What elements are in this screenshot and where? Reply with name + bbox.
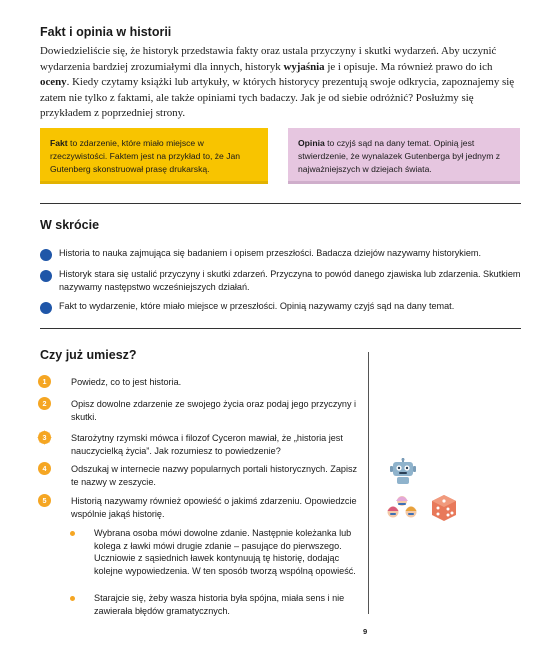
question-text: Opisz dowolne zdarzenie ze swojego życia oraz podaj jego przyczyny i skutki. xyxy=(71,399,357,422)
robot-icon xyxy=(390,458,416,489)
section-title-w-skrocie: W skrócie xyxy=(40,218,100,232)
fakt-text: to zdarzenie, które miało miejsce w rzeczywistości. Faktem jest na przykład to, że Jan Gutenberg skonstruował prasę drukarską. xyxy=(50,138,241,174)
opinia-definition-box xyxy=(288,128,520,181)
intro-text-3: . Kiedy czytamy książki lub artykuły, w których historycy prezentują swoje odkrycia, zapoznajemy się zatem nie tylko z faktami, ale także opiniami tych badaczy. Jak je od siebie odróżnić? Posłużmy się przykładem z poprzedniej strony. xyxy=(40,76,515,120)
question-number-badge: 1 xyxy=(38,375,51,388)
summary-text: Historia to nauka zajmująca się badaniem i opisem przeszłości. Badacza dziejów nazywamy historykiem. xyxy=(59,248,482,258)
bullet-dot-icon xyxy=(40,249,52,261)
question-number: 3 xyxy=(42,433,47,442)
dice-icon xyxy=(430,494,458,527)
sub-item-text: Starajcie się, żeby wasza historia była spójna, miała sens i nie zawierała błędów gramatycznych. xyxy=(94,593,345,616)
question-text: Powiedz, co to jest historia. xyxy=(71,377,182,387)
column-divider xyxy=(368,352,369,614)
intro-text-2: je i opisuje. Ma również prawo do ich xyxy=(324,60,493,73)
divider xyxy=(40,203,521,204)
bullet-dot-icon xyxy=(40,302,52,314)
group-work-icon xyxy=(386,495,418,526)
intro-bold-1: wyjaśnia xyxy=(283,60,325,73)
summary-text: Fakt to wydarzenie, które miało miejsce w przeszłości. Opinią nazywamy czyjś sąd na dany temat. xyxy=(59,301,455,311)
intro-paragraph xyxy=(40,44,522,122)
question-number-badge: 5 xyxy=(38,494,51,507)
section-title-czy-juz-umiesz: Czy już umiesz? xyxy=(40,348,137,362)
question-number-badge: 4 xyxy=(38,462,51,475)
question-text: Historią nazywamy również opowieść o jakimś zdarzeniu. Opowiedzcie wspólnie jakąś historię. xyxy=(71,496,357,519)
sub-item-text: Wybrana osoba mówi dowolne zdanie. Następnie koleżanka lub kolega z ławki mówi drugie zdanie – pasujące do pierwszego. Uczniowie z sąsiednich ławek kontynuują tę historię, dodając kolejne wypowiedzenia. W ten sposób tworzą wspólną opowieść. xyxy=(94,528,356,577)
question-number-badge: 2 xyxy=(38,397,51,410)
bullet-dot-icon xyxy=(40,270,52,282)
question-text: Odszukaj w internecie nazwy popularnych portali historycznych. Zapisz te nazwy w zeszycie. xyxy=(71,464,358,487)
opinia-term: Opinia xyxy=(298,138,325,148)
summary-text: Historyk stara się ustalić przyczyny i skutki zdarzeń. Przyczyna to powód danego zjawiska lub zdarzenia. Skutkiem nazywamy następstwo wcześniejszych działań. xyxy=(59,269,521,292)
page-number: 9 xyxy=(363,627,368,636)
question-text: Starożytny rzymski mówca i filozof Cyceron mawiał, że „historia jest nauczycielką życia”. Jak rozumiesz to powiedzenie? xyxy=(71,433,343,456)
intro-bold-2: oceny xyxy=(40,76,67,89)
intro-text-1: Dowiedzieliście się, że historyk przedstawia fakty oraz ustala przyczyny i skutki wydarzeń. Aby uczynić wydarzenia bardziej zrozumiałymi dla innych, historyk xyxy=(40,45,497,73)
divider xyxy=(40,328,521,329)
bullet-dot-icon xyxy=(70,596,75,601)
fakt-definition-box xyxy=(40,128,268,181)
sun-star-icon xyxy=(38,431,51,444)
opinia-text: to czyjś sąd na dany temat. Opinią jest stwierdzenie, że wynalazek Gutenberga był jednym z najważniejszych w dziejach świata. xyxy=(298,138,501,174)
fakt-term: Fakt xyxy=(50,138,68,148)
section-title-fakt-opinia: Fakt i opinia w historii xyxy=(40,25,172,39)
bullet-dot-icon xyxy=(70,531,75,536)
